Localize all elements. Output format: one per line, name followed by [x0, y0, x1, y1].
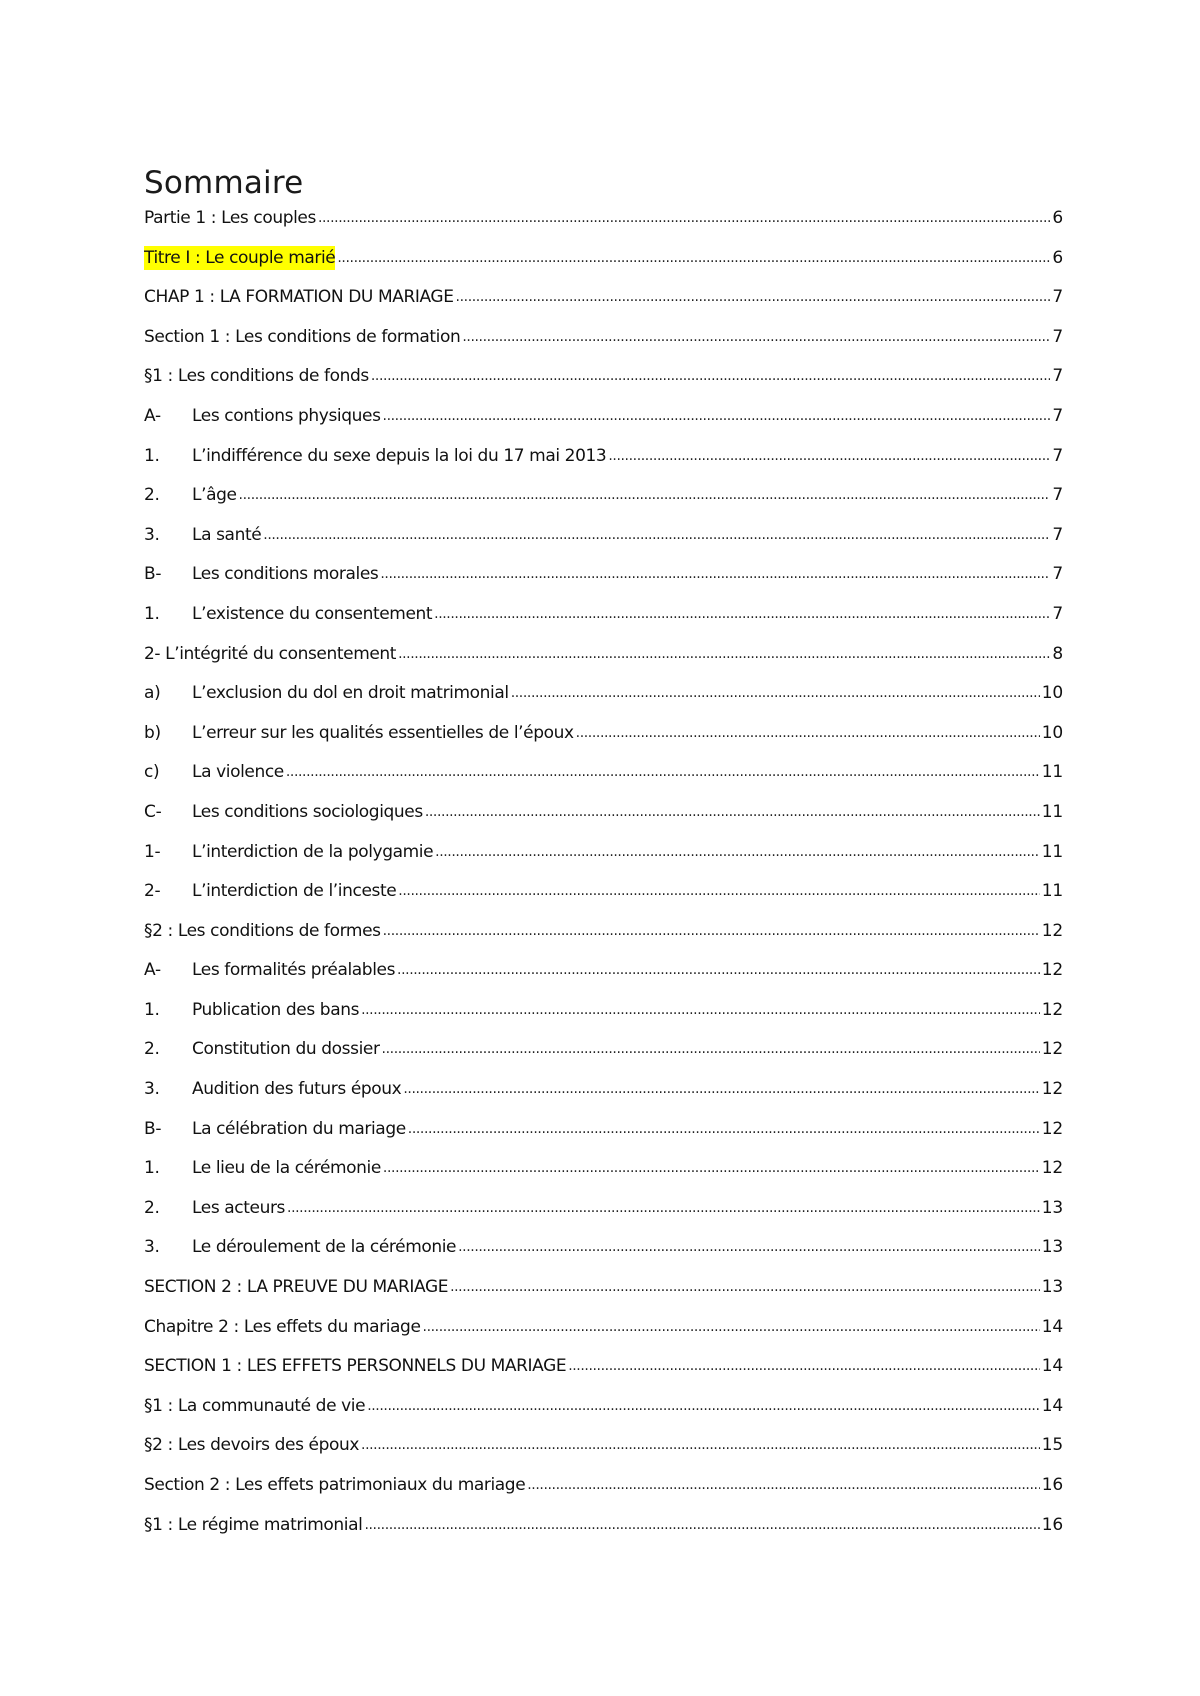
toc-entry-page-number: 12 — [1041, 1158, 1063, 1179]
toc-entry[interactable] — [144, 602, 1063, 642]
dot-leader — [458, 1235, 1040, 1259]
toc-entry-label: La santé — [192, 524, 262, 545]
toc-entry-label: SECTION 2 : LA PREUVE DU MARIAGE — [144, 1277, 449, 1298]
dot-leader — [367, 1394, 1040, 1418]
toc-entry-page-number: 10 — [1041, 683, 1063, 704]
dot-leader — [511, 681, 1040, 705]
toc-entry-label: L’indifférence du sexe depuis la loi du 17 mai 2013 — [192, 445, 607, 466]
toc-entry-page-number: 12 — [1041, 999, 1063, 1020]
dot-leader — [456, 285, 1051, 309]
toc-entry-page-number: 12 — [1041, 1118, 1063, 1139]
toc-entry-label: Le déroulement de la cérémonie — [192, 1237, 457, 1258]
toc-entry[interactable] — [144, 681, 1063, 721]
table-of-contents — [144, 206, 1063, 1552]
dot-leader — [398, 879, 1039, 903]
dot-leader — [435, 840, 1040, 864]
toc-entry[interactable] — [144, 642, 1063, 682]
toc-entry-page-number: 6 — [1052, 247, 1063, 268]
toc-entry-label: Titre I : Le couple marié — [144, 247, 336, 268]
toc-entry[interactable] — [144, 444, 1063, 484]
toc-entry-number: 2. — [144, 485, 160, 506]
dot-leader — [398, 642, 1050, 666]
toc-entry[interactable] — [144, 1433, 1063, 1473]
toc-entry-number: 1. — [144, 445, 160, 466]
toc-entry-page-number: 14 — [1041, 1316, 1063, 1337]
toc-entry-page-number: 8 — [1052, 643, 1063, 664]
toc-entry-label: Chapitre 2 : Les effets du mariage — [144, 1316, 421, 1337]
toc-entry-page-number: 6 — [1052, 208, 1063, 228]
toc-entry-page-number: 7 — [1052, 603, 1063, 624]
toc-entry-page-number: 7 — [1052, 485, 1063, 506]
dot-leader — [361, 1433, 1040, 1457]
toc-entry-page-number: 11 — [1041, 881, 1063, 902]
dot-leader — [383, 404, 1051, 428]
dot-leader — [286, 760, 1040, 784]
toc-entry-page-number: 13 — [1041, 1277, 1063, 1298]
toc-entry-page-number: 10 — [1041, 722, 1063, 743]
dot-leader — [462, 325, 1050, 349]
toc-entry[interactable] — [144, 562, 1063, 602]
toc-entry-label: L’erreur sur les qualités essentielles de l’époux — [192, 722, 574, 743]
toc-entry-number: 1. — [144, 603, 160, 624]
toc-entry-page-number: 16 — [1041, 1475, 1063, 1495]
toc-entry-label: Les conditions morales — [192, 564, 379, 585]
toc-entry[interactable] — [144, 1315, 1063, 1355]
toc-entry[interactable] — [144, 246, 1063, 286]
toc-entry-number: 2. — [144, 1197, 160, 1218]
toc-entry-number: A- — [144, 960, 161, 981]
dot-leader — [450, 1275, 1040, 1299]
toc-entry[interactable] — [144, 879, 1063, 919]
toc-entry[interactable] — [144, 998, 1063, 1038]
toc-entry-label: CHAP 1 : LA FORMATION DU MARIAGE — [144, 287, 454, 308]
toc-entry[interactable] — [144, 1196, 1063, 1236]
toc-entry-label: §2 : Les conditions de formes — [144, 920, 381, 941]
toc-entry[interactable] — [144, 721, 1063, 761]
toc-entry-label: La violence — [192, 762, 284, 783]
toc-entry-number: 2. — [144, 1039, 160, 1060]
toc-entry[interactable] — [144, 760, 1063, 800]
toc-entry-label: Les contions physiques — [192, 405, 381, 426]
toc-entry-label: La célébration du mariage — [192, 1118, 406, 1139]
toc-entry[interactable] — [144, 1117, 1063, 1157]
toc-entry-label: Les conditions sociologiques — [192, 801, 423, 822]
dot-leader — [568, 1354, 1040, 1378]
toc-entry-page-number: 7 — [1052, 405, 1063, 426]
toc-entry-label: L’exclusion du dol en droit matrimonial — [192, 683, 509, 704]
toc-entry-page-number: 11 — [1041, 841, 1063, 862]
toc-entry-number: 3. — [144, 1237, 160, 1258]
toc-entry-label: Les acteurs — [192, 1197, 286, 1218]
toc-entry-page-number: 14 — [1041, 1356, 1063, 1377]
toc-entry[interactable] — [144, 1037, 1063, 1077]
toc-entry[interactable] — [144, 1513, 1063, 1553]
toc-entry-number: C- — [144, 801, 162, 822]
toc-entry-label: Constitution du dossier — [192, 1039, 380, 1060]
dot-leader — [397, 958, 1040, 982]
dot-leader — [576, 721, 1040, 745]
toc-entry-page-number: 15 — [1041, 1435, 1063, 1456]
toc-entry[interactable] — [144, 1354, 1063, 1394]
toc-entry-label: Partie 1 : Les couples — [144, 208, 316, 228]
toc-entry-number: c) — [144, 762, 160, 783]
toc-entry[interactable] — [144, 404, 1063, 444]
toc-entry-number: a) — [144, 683, 161, 704]
toc-entry[interactable] — [144, 206, 1063, 246]
toc-entry-page-number: 7 — [1052, 564, 1063, 585]
toc-entry-page-number: 12 — [1041, 960, 1063, 981]
toc-entry-number: 3. — [144, 1079, 160, 1100]
dot-leader — [371, 364, 1051, 388]
toc-entry-page-number: 11 — [1041, 801, 1063, 822]
toc-entry[interactable] — [144, 1394, 1063, 1434]
dot-leader — [263, 523, 1050, 547]
dot-leader — [361, 998, 1040, 1022]
dot-leader — [287, 1196, 1040, 1220]
toc-entry-page-number: 13 — [1041, 1237, 1063, 1258]
toc-entry[interactable] — [144, 1235, 1063, 1275]
toc-entry-page-number: 7 — [1052, 326, 1063, 347]
dot-leader — [403, 1077, 1039, 1101]
toc-entry-page-number: 16 — [1041, 1514, 1063, 1535]
dot-leader — [239, 483, 1051, 507]
dot-leader — [527, 1473, 1040, 1497]
toc-entry-page-number: 7 — [1052, 524, 1063, 545]
toc-entry-label: L’âge — [192, 485, 237, 506]
toc-entry-label: Publication des bans — [192, 999, 360, 1020]
toc-entry[interactable] — [144, 1473, 1063, 1513]
toc-entry-page-number: 12 — [1041, 1039, 1063, 1060]
toc-entry-label: §1 : La communauté de vie — [144, 1395, 366, 1416]
dot-leader — [364, 1513, 1039, 1537]
toc-entry-label: Les formalités préalables — [192, 960, 396, 981]
toc-entry-page-number: 12 — [1041, 1079, 1063, 1100]
toc-entry-page-number: 12 — [1041, 920, 1063, 941]
dot-leader — [318, 206, 1050, 230]
dot-leader — [337, 246, 1050, 270]
toc-entry[interactable] — [144, 1077, 1063, 1117]
toc-entry-label: §2 : Les devoirs des époux — [144, 1435, 360, 1456]
toc-entry-number: 2- — [144, 881, 161, 902]
dot-leader — [383, 919, 1040, 943]
toc-entry-label: L’interdiction de l’inceste — [192, 881, 397, 902]
dot-leader — [408, 1117, 1040, 1141]
toc-entry[interactable] — [144, 285, 1063, 325]
toc-entry-number: 1. — [144, 999, 160, 1020]
toc-entry[interactable] — [144, 958, 1063, 998]
dot-leader — [425, 800, 1040, 824]
toc-entry-label: Le lieu de la cérémonie — [192, 1158, 381, 1179]
dot-leader — [423, 1315, 1040, 1339]
toc-entry-number: 1- — [144, 841, 161, 862]
toc-title: Sommaire — [144, 165, 304, 201]
toc-entry-page-number: 7 — [1052, 445, 1063, 466]
dot-leader — [380, 562, 1050, 586]
toc-entry[interactable] — [144, 325, 1063, 365]
dot-leader — [383, 1156, 1040, 1180]
toc-entry-page-number: 13 — [1041, 1197, 1063, 1218]
toc-entry-label: L’interdiction de la polygamie — [192, 841, 434, 862]
toc-entry-label: Audition des futurs époux — [192, 1079, 402, 1100]
toc-entry[interactable] — [144, 364, 1063, 404]
toc-entry-number: 3. — [144, 524, 160, 545]
toc-entry-number: b) — [144, 722, 161, 743]
toc-entry-number: B- — [144, 564, 162, 585]
toc-entry-number: B- — [144, 1118, 162, 1139]
toc-entry-number: A- — [144, 405, 161, 426]
toc-entry-page-number: 11 — [1041, 762, 1063, 783]
toc-entry-label: §1 : Les conditions de fonds — [144, 366, 369, 387]
toc-entry-label: §1 : Le régime matrimonial — [144, 1514, 363, 1535]
toc-entry-label: L’existence du consentement — [192, 603, 433, 624]
toc-entry-page-number: 7 — [1052, 366, 1063, 387]
toc-entry[interactable] — [144, 919, 1063, 959]
toc-entry-label: Section 2 : Les effets patrimoniaux du mariage — [144, 1475, 526, 1495]
toc-entry-page-number: 7 — [1052, 287, 1063, 308]
dot-leader — [434, 602, 1050, 626]
toc-entry[interactable] — [144, 840, 1063, 880]
toc-entry[interactable] — [144, 483, 1063, 523]
toc-entry-number: 1. — [144, 1158, 160, 1179]
dot-leader — [382, 1037, 1040, 1061]
toc-entry[interactable] — [144, 1275, 1063, 1315]
toc-entry-label: 2- L’intégrité du consentement — [144, 643, 397, 664]
toc-entry-label: SECTION 1 : LES EFFETS PERSONNELS DU MARIAGE — [144, 1356, 567, 1377]
toc-entry-page-number: 14 — [1041, 1395, 1063, 1416]
toc-entry[interactable] — [144, 800, 1063, 840]
dot-leader — [608, 444, 1050, 468]
toc-entry[interactable] — [144, 523, 1063, 563]
toc-entry[interactable] — [144, 1156, 1063, 1196]
toc-entry-label: Section 1 : Les conditions de formation — [144, 326, 461, 347]
